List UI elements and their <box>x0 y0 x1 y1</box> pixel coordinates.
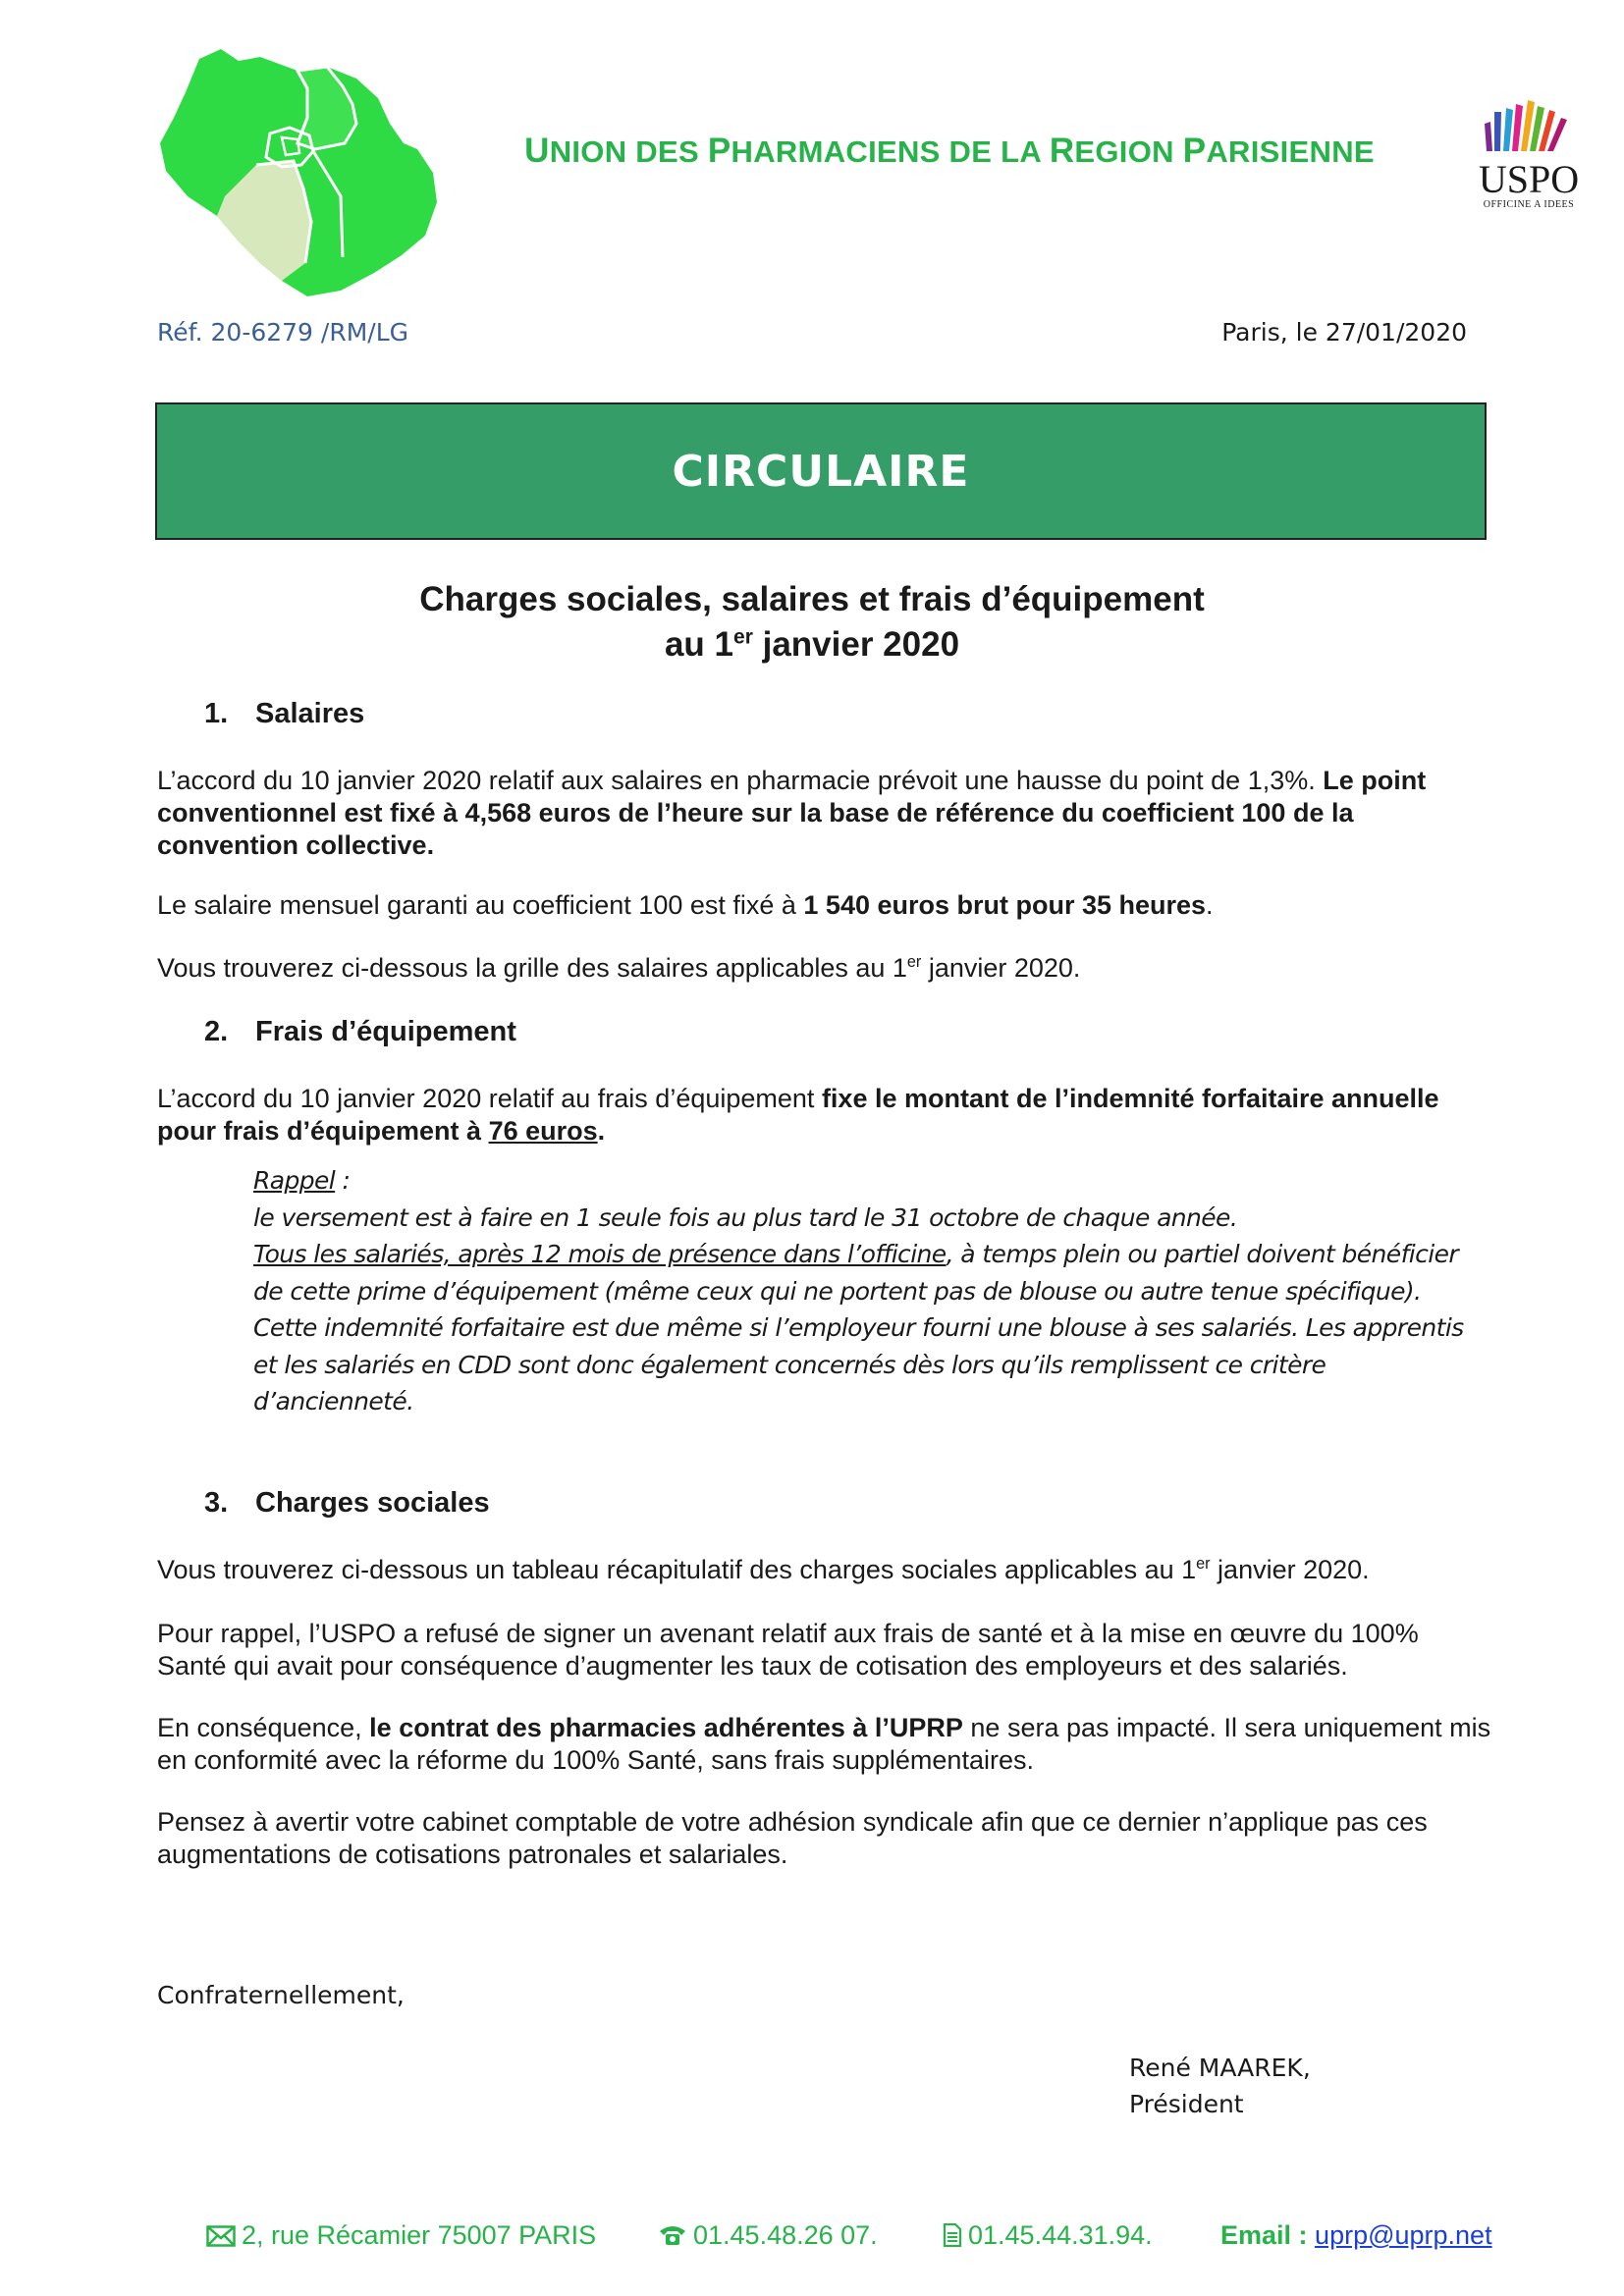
banner-title: CIRCULAIRE <box>672 446 970 497</box>
organization-name <box>137 132 1624 171</box>
email-link[interactable]: uprp@uprp.net <box>1315 2220 1492 2250</box>
phone-icon <box>658 2223 687 2247</box>
organization-name-part: P <box>707 132 731 170</box>
organization-name-part: U <box>524 132 550 170</box>
rappel-line-2: Tous les salariés, après 12 mois de présence dans l’officine, à temps plein ou partiel doivent bénéficier de cette prime d’équipement (même ceux qui ne portent pas de blouse ou autre tenue spécifique). <box>253 1240 1459 1306</box>
organization-name-part: EGION <box>1074 134 1183 169</box>
signature-block <box>1129 2050 1311 2122</box>
document-title-line1: Charges sociales, salaires et frais d’équipement <box>419 580 1205 618</box>
reference-number: Réf. 20-6279 /RM/LG <box>157 318 408 347</box>
signatory-role: Président <box>1129 2090 1244 2118</box>
section-heading-frais-equipement: 2. Frais d’équipement <box>204 1016 516 1047</box>
fax-document-icon <box>943 2223 962 2247</box>
footer-contact <box>0 2220 1624 2260</box>
section-heading-salaires: 1. Salaires <box>204 698 365 729</box>
footer-fax: 01.45.44.31.94. <box>943 2220 1153 2251</box>
footer-phone: 01.45.48.26 07. <box>658 2220 878 2251</box>
envelope-icon <box>206 2225 236 2247</box>
salaires-paragraph-1: L’accord du 10 janvier 2020 relatif aux salaires en pharmacie prévoit une hausse du point de 1,3%. Le point conventionnel est fixé à 4,568 euros de l’heure sur la base de référence du coefficient 100 de la convention collective. <box>157 766 1427 860</box>
charges-paragraph-2: Pour rappel, l’USPO a refusé de signer un avenant relatif aux frais de santé et à la mise en œuvre du 100% Santé qui avait pour conséquence d’augmenter les taux de cotisation des employeurs et des salariés. <box>157 1619 1419 1681</box>
organization-name-part: P <box>1182 132 1207 170</box>
document-title <box>0 577 1624 667</box>
footer-address: 2, rue Récamier 75007 PARIS <box>206 2220 596 2251</box>
charges-paragraph-1: Vous trouverez ci-dessous un tableau récapitulatif des charges sociales applicables au 1er janvier 2020. <box>157 1555 1370 1584</box>
rappel-block <box>253 1162 1492 1420</box>
closing-salutation: Confraternellement, <box>157 1981 405 2009</box>
rappel-line-3: Cette indemnité forfaitaire est due même si l’employeur fourni une blouse à ses salariés. Les apprentis et les salariés en CDD sont donc également concernés dès lors qu’ils remplissent ce critère d’ancienneté. <box>253 1313 1464 1415</box>
uspo-logo-tagline: OFFICINE A IDEES <box>1483 199 1575 210</box>
organization-name-part: R <box>1049 132 1075 170</box>
organization-name-part: ARISIENNE <box>1206 134 1375 169</box>
salaires-paragraph-3: Vous trouverez ci-dessous la grille des salaires applicables au 1er janvier 2020. <box>157 953 1081 983</box>
uspo-logo-word: USPO <box>1478 157 1580 201</box>
uspo-logo <box>1465 98 1593 210</box>
organization-name-part: NION DES <box>549 134 708 169</box>
organization-name-part: HARMACIENS DE LA <box>731 134 1050 169</box>
uprp-region-map-logo <box>160 49 445 300</box>
email-label: Email : <box>1220 2220 1308 2250</box>
charges-paragraph-4: Pensez à avertir votre cabinet comptable de votre adhésion syndicale afin que ce dernier n’applique pas ces augmentations de cotisations patronales et salariales. <box>157 1807 1428 1869</box>
rappel-label: Rappel : <box>253 1166 351 1195</box>
circulaire-banner <box>155 402 1487 540</box>
uspo-bars-icon <box>1465 98 1593 153</box>
footer-email <box>1220 2220 1492 2251</box>
salaires-paragraph-2: Le salaire mensuel garanti au coefficient 100 est fixé à 1 540 euros brut pour 35 heures. <box>157 890 1214 920</box>
charges-paragraph-3: En conséquence, le contrat des pharmacies adhérentes à l’UPRP ne sera pas impacté. Il sera uniquement mis en conformité avec la réforme du 100% Santé, sans frais supplémentaires. <box>157 1713 1491 1775</box>
section-heading-charges-sociales: 3. Charges sociales <box>204 1487 490 1519</box>
document-title-line2: au 1er janvier 2020 <box>664 625 960 664</box>
frais-paragraph-1: L’accord du 10 janvier 2020 relatif au frais d’équipement fixe le montant de l’indemnité forfaitaire annuelle pour frais d’équipement à 76 euros. <box>157 1084 1439 1146</box>
rappel-line-1: le versement est à faire en 1 seule fois au plus tard le 31 octobre de chaque année. <box>253 1202 1238 1232</box>
letter-date: Paris, le 27/01/2020 <box>1221 318 1467 347</box>
signatory-name: René MAAREK, <box>1129 2054 1311 2082</box>
